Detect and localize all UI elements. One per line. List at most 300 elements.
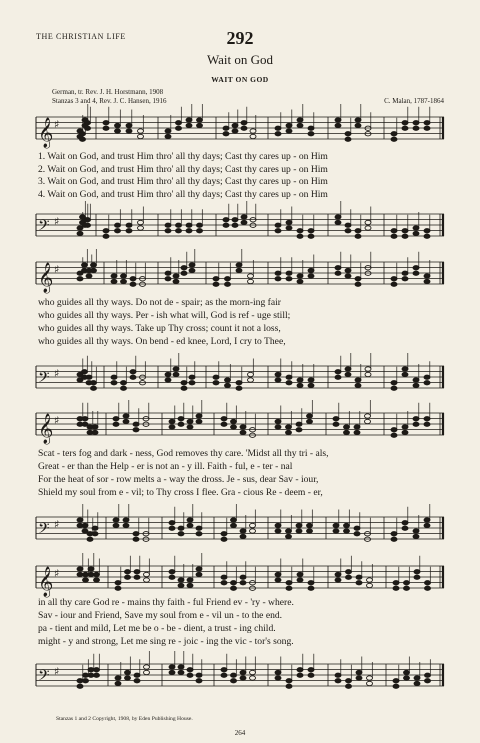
note-head xyxy=(94,673,100,677)
lyric-line: Sav - iour and Friend, Save my soul from e - vil un - to the end. xyxy=(38,610,283,621)
note-head xyxy=(111,375,117,379)
note-head xyxy=(333,529,339,533)
note-head xyxy=(115,676,121,680)
note-head xyxy=(367,676,373,680)
note-head xyxy=(241,220,247,224)
note-head xyxy=(83,578,89,582)
note-head xyxy=(223,132,229,136)
note-head xyxy=(223,218,229,222)
note-head xyxy=(111,381,117,385)
note-head xyxy=(165,277,171,281)
note-head xyxy=(404,581,410,585)
note-head xyxy=(189,375,195,379)
lyric-line: Great - er than the Help - er is not an - y ill. Faith - ful, e - ter - nal xyxy=(38,461,293,472)
note-head xyxy=(413,266,419,270)
note-head xyxy=(196,419,202,423)
note-head xyxy=(197,118,203,122)
note-head xyxy=(248,279,254,283)
note-head xyxy=(275,425,281,429)
note-head xyxy=(111,274,117,278)
note-head xyxy=(355,229,361,233)
note-head xyxy=(111,279,117,283)
note-head xyxy=(297,378,303,382)
note-head xyxy=(173,372,179,376)
note-head xyxy=(335,123,341,127)
note-head xyxy=(414,570,420,574)
note-head xyxy=(169,570,175,574)
note-head xyxy=(250,523,256,527)
note-head xyxy=(354,526,360,530)
note-head xyxy=(424,381,430,385)
note-head xyxy=(134,673,140,677)
note-head xyxy=(404,586,410,590)
note-head xyxy=(296,523,302,527)
note-head xyxy=(231,673,237,677)
note-head xyxy=(130,370,136,374)
note-head xyxy=(250,676,256,680)
note-head xyxy=(169,670,175,674)
note-head xyxy=(94,668,100,672)
note-head xyxy=(181,386,187,390)
note-head xyxy=(87,537,93,541)
note-head xyxy=(425,586,431,590)
note-head xyxy=(425,673,431,677)
note-head xyxy=(169,575,175,579)
note-head xyxy=(165,129,171,133)
lyric-line: who guides all thy ways. On bend - ed knee, Lord, I cry to Thee, xyxy=(38,336,286,347)
note-head xyxy=(197,123,203,127)
sharp-icon: ♯ xyxy=(54,567,60,580)
lyric-line: For the heat of sor - row melts a - way the dross. Je - sus, dear Sav - iour, xyxy=(38,474,319,485)
note-head xyxy=(424,274,430,278)
note-head xyxy=(286,226,292,230)
note-head xyxy=(391,282,397,286)
note-head xyxy=(365,226,371,230)
note-head xyxy=(123,523,129,527)
note-head xyxy=(413,417,419,421)
note-head xyxy=(275,572,281,576)
note-head xyxy=(86,375,92,379)
note-head xyxy=(402,271,408,275)
note-head xyxy=(414,681,420,685)
note-head xyxy=(92,526,98,530)
note-head xyxy=(286,123,292,127)
note-head xyxy=(391,428,397,432)
note-head xyxy=(393,684,399,688)
note-head xyxy=(413,126,419,130)
tune-name: WAIT ON GOD xyxy=(211,75,269,84)
note-head xyxy=(391,381,397,385)
note-head xyxy=(275,229,281,233)
lyric-line: pa - tient and mild, Let me be o - be - dient, a trust - ing child. xyxy=(38,623,276,634)
note-head xyxy=(414,575,420,579)
note-head xyxy=(221,668,227,672)
note-head xyxy=(83,679,89,683)
note-head xyxy=(425,581,431,585)
note-head xyxy=(187,523,193,527)
note-head xyxy=(275,132,281,136)
note-head xyxy=(240,529,246,533)
note-head xyxy=(275,578,281,582)
note-head xyxy=(308,268,314,272)
note-head xyxy=(367,578,373,582)
note-head xyxy=(178,670,184,674)
note-head xyxy=(248,372,254,376)
bass-clef-icon: 𝄢 xyxy=(38,369,50,390)
note-head xyxy=(424,229,430,233)
note-head xyxy=(286,534,292,538)
note-head xyxy=(138,220,144,224)
note-head xyxy=(196,567,202,571)
note-head xyxy=(77,231,83,235)
note-head xyxy=(115,681,121,685)
note-head xyxy=(103,121,109,125)
note-head xyxy=(176,229,182,233)
note-head xyxy=(335,673,341,677)
sharp-icon: ♯ xyxy=(54,414,60,427)
note-head xyxy=(307,414,313,418)
note-head xyxy=(92,430,98,434)
note-head xyxy=(231,518,237,522)
note-head xyxy=(173,279,179,283)
note-head xyxy=(181,271,187,275)
note-head xyxy=(123,419,129,423)
note-head xyxy=(125,670,131,674)
note-head xyxy=(286,430,292,434)
note-head xyxy=(424,121,430,125)
note-head xyxy=(187,419,193,423)
note-head xyxy=(286,679,292,683)
note-head xyxy=(94,578,100,582)
lyric-line: who guides all thy ways. Per - ish what will, God is ref - uge still; xyxy=(38,310,291,321)
note-head xyxy=(308,586,314,590)
note-head xyxy=(296,529,302,533)
note-head xyxy=(391,537,397,541)
note-head xyxy=(275,523,281,527)
sharp-icon: ♯ xyxy=(54,665,60,678)
note-head xyxy=(413,529,419,533)
note-head xyxy=(297,578,303,582)
note-head xyxy=(297,123,303,127)
note-head xyxy=(355,118,361,122)
note-head xyxy=(413,226,419,230)
note-head xyxy=(424,279,430,283)
note-head xyxy=(223,126,229,130)
note-head xyxy=(275,670,281,674)
note-head xyxy=(86,274,92,278)
note-head xyxy=(165,378,171,382)
note-head xyxy=(241,121,247,125)
note-head xyxy=(189,263,195,267)
note-head xyxy=(333,417,339,421)
lyric-line: Scat - ters fog and dark - ness, God removes thy care. 'Midst all thy tri - als, xyxy=(38,448,329,459)
note-head xyxy=(196,572,202,576)
note-head xyxy=(173,274,179,278)
note-head xyxy=(92,425,98,429)
note-head xyxy=(77,567,83,571)
note-head xyxy=(115,129,121,133)
note-head xyxy=(413,422,419,426)
note-head xyxy=(413,121,419,125)
note-head xyxy=(391,137,397,141)
note-head xyxy=(402,430,408,434)
note-head xyxy=(240,534,246,538)
note-head xyxy=(404,676,410,680)
note-head xyxy=(365,419,371,423)
lyric-line: in all thy care God re - mains thy faith - ful Friend ev - 'ry - where. xyxy=(38,597,294,608)
note-head xyxy=(346,684,352,688)
note-head xyxy=(165,372,171,376)
note-head xyxy=(178,583,184,587)
note-head xyxy=(250,134,256,138)
note-head xyxy=(133,532,139,536)
note-head xyxy=(241,126,247,130)
note-head xyxy=(225,277,231,281)
note-head xyxy=(402,126,408,130)
note-head xyxy=(213,375,219,379)
note-head xyxy=(91,263,97,267)
note-head xyxy=(144,670,150,674)
note-head xyxy=(113,518,119,522)
note-head xyxy=(413,378,419,382)
note-head xyxy=(356,581,362,585)
bass-clef-icon: 𝄢 xyxy=(38,520,50,541)
note-head xyxy=(231,425,237,429)
note-head xyxy=(82,523,88,527)
note-head xyxy=(85,126,91,130)
sharp-icon: ♯ xyxy=(54,263,60,276)
note-head xyxy=(173,367,179,371)
note-head xyxy=(345,274,351,278)
note-head xyxy=(297,274,303,278)
treble-staff xyxy=(36,562,444,597)
hymn-number: 292 xyxy=(226,28,254,48)
note-head xyxy=(181,381,187,385)
note-head xyxy=(197,223,203,227)
note-head xyxy=(286,129,292,133)
note-head xyxy=(296,422,302,426)
credit-line: German, tr. Rev. J. H. Horstmann, 1908 xyxy=(52,88,164,96)
note-head xyxy=(275,419,281,423)
bass-clef-icon: 𝄢 xyxy=(38,217,50,238)
treble-staff xyxy=(36,409,444,444)
note-head xyxy=(240,425,246,429)
note-head xyxy=(91,268,97,272)
note-head xyxy=(197,229,203,233)
note-head xyxy=(424,523,430,527)
note-head xyxy=(169,419,175,423)
note-head xyxy=(297,668,303,672)
note-head xyxy=(144,665,150,669)
note-head xyxy=(402,367,408,371)
note-head xyxy=(344,523,350,527)
note-head xyxy=(123,414,129,418)
note-head xyxy=(165,229,171,233)
note-head xyxy=(196,532,202,536)
note-head xyxy=(344,529,350,533)
note-head xyxy=(286,381,292,385)
note-head xyxy=(125,575,131,579)
lyric-line: might - y and strong, Let me sing re - joic - ing the vic - tor's song. xyxy=(38,636,294,647)
note-head xyxy=(213,282,219,286)
note-head xyxy=(413,383,419,387)
lyric-line: 1. Wait on God, and trust Him thro' all thy days; Cast thy cares up - on Him xyxy=(38,151,328,162)
note-head xyxy=(365,372,371,376)
note-head xyxy=(196,414,202,418)
bass-staff xyxy=(36,660,444,690)
note-head xyxy=(275,529,281,533)
note-head xyxy=(402,521,408,525)
note-head xyxy=(186,123,192,127)
note-head xyxy=(187,583,193,587)
note-head xyxy=(121,279,127,283)
note-head xyxy=(356,670,362,674)
note-head xyxy=(77,518,83,522)
note-head xyxy=(80,132,86,136)
note-head xyxy=(77,277,83,281)
note-head xyxy=(130,375,136,379)
lyric-line: who guides all thy ways. Take up Thy cross; count it not a loss, xyxy=(38,323,281,334)
note-head xyxy=(333,523,339,527)
note-head xyxy=(231,523,237,527)
note-head xyxy=(113,523,119,527)
note-head xyxy=(187,668,193,672)
note-head xyxy=(391,386,397,390)
note-head xyxy=(126,229,132,233)
note-head xyxy=(225,383,231,387)
note-head xyxy=(221,422,227,426)
note-head xyxy=(92,532,98,536)
note-head xyxy=(187,518,193,522)
note-head xyxy=(94,572,100,576)
note-head xyxy=(232,223,238,227)
note-head xyxy=(221,532,227,536)
note-head xyxy=(176,223,182,227)
note-head xyxy=(77,684,83,688)
note-head xyxy=(178,578,184,582)
note-head xyxy=(354,430,360,434)
note-head xyxy=(345,132,351,136)
note-head xyxy=(133,537,139,541)
note-head xyxy=(236,386,242,390)
note-head xyxy=(115,586,121,590)
note-head xyxy=(176,121,182,125)
treble-clef-icon: 𝄞 xyxy=(38,118,54,148)
note-head xyxy=(365,414,371,418)
note-head xyxy=(126,129,132,133)
note-head xyxy=(354,532,360,536)
note-head xyxy=(91,386,97,390)
note-head xyxy=(248,378,254,382)
note-head xyxy=(424,422,430,426)
note-head xyxy=(85,223,91,227)
section-title: THE CHRISTIAN LIFE xyxy=(36,32,126,41)
note-head xyxy=(275,126,281,130)
note-head xyxy=(345,229,351,233)
note-head xyxy=(346,570,352,574)
note-head xyxy=(335,679,341,683)
note-head xyxy=(125,676,131,680)
sharp-icon: ♯ xyxy=(54,215,60,228)
note-head xyxy=(275,223,281,227)
note-head xyxy=(178,422,184,426)
note-head xyxy=(178,532,184,536)
note-head xyxy=(333,422,339,426)
note-head xyxy=(365,367,371,371)
note-head xyxy=(231,586,237,590)
note-head xyxy=(367,681,373,685)
note-head xyxy=(134,570,140,574)
note-head xyxy=(186,229,192,233)
note-head xyxy=(169,665,175,669)
note-head xyxy=(250,529,256,533)
note-head xyxy=(134,679,140,683)
bass-staff xyxy=(36,362,444,392)
note-head xyxy=(286,375,292,379)
lyric-line: Shield my soul from e - vil; to Thy cross I flee. Gra - cious Re - deem - er, xyxy=(38,487,323,498)
note-head xyxy=(138,226,144,230)
note-head xyxy=(115,223,121,227)
note-head xyxy=(88,567,94,571)
note-head xyxy=(240,676,246,680)
note-head xyxy=(138,134,144,138)
note-head xyxy=(286,529,292,533)
note-head xyxy=(231,679,237,683)
note-head xyxy=(355,282,361,286)
note-head xyxy=(355,234,361,238)
note-head xyxy=(286,581,292,585)
treble-clef-icon: 𝄞 xyxy=(38,263,54,293)
note-head xyxy=(165,271,171,275)
note-head xyxy=(286,684,292,688)
note-head xyxy=(275,372,281,376)
note-head xyxy=(225,282,231,286)
treble-staff xyxy=(36,113,444,148)
note-head xyxy=(308,229,314,233)
note-head xyxy=(130,282,136,286)
treble-staff xyxy=(36,258,444,293)
translator-credit xyxy=(52,88,166,106)
lyric-line: 2. Wait on God, and trust Him thro' all thy days; Cast thy cares up - on Him xyxy=(38,163,328,175)
note-head xyxy=(82,417,88,421)
note-head xyxy=(248,274,254,278)
note-head xyxy=(402,234,408,238)
note-head xyxy=(236,381,242,385)
note-head xyxy=(286,425,292,429)
note-head xyxy=(121,381,127,385)
note-head xyxy=(126,223,132,227)
note-head xyxy=(130,277,136,281)
note-head xyxy=(82,370,88,374)
note-head xyxy=(402,425,408,429)
note-head xyxy=(241,215,247,219)
note-head xyxy=(307,529,313,533)
note-head xyxy=(125,570,131,574)
note-head xyxy=(391,532,397,536)
note-head xyxy=(335,271,341,275)
note-head xyxy=(297,229,303,233)
note-head xyxy=(402,277,408,281)
note-head xyxy=(213,381,219,385)
note-head xyxy=(424,375,430,379)
note-head xyxy=(424,234,430,238)
note-head xyxy=(231,419,237,423)
note-head xyxy=(308,132,314,136)
bass-staff xyxy=(36,513,444,543)
note-head xyxy=(404,670,410,674)
sharp-icon: ♯ xyxy=(54,367,60,380)
note-head xyxy=(82,263,88,267)
